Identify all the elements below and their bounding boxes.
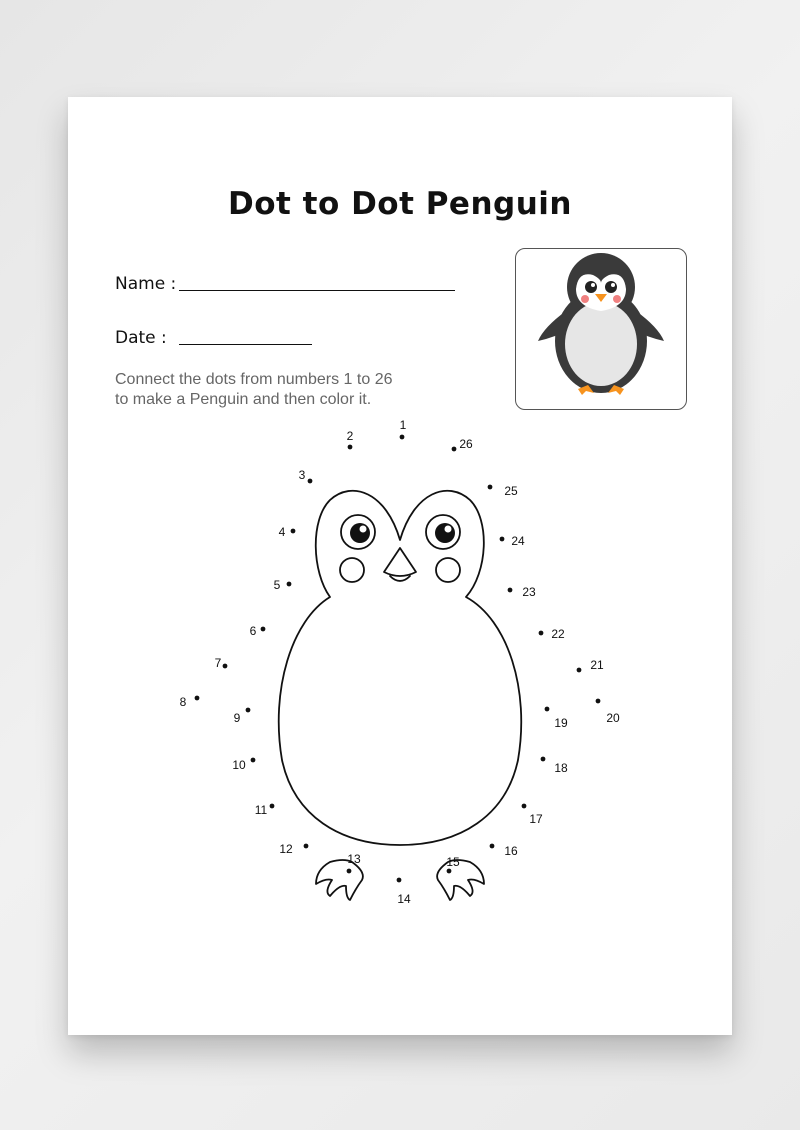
dot-label-19: 19 xyxy=(554,716,568,731)
numbered-dots xyxy=(180,418,620,906)
dot-label-10: 10 xyxy=(232,758,246,773)
dot-label-7: 7 xyxy=(214,656,222,671)
page-title: Dot to Dot Penguin xyxy=(228,186,572,222)
dot-9 xyxy=(246,708,251,713)
dot-8 xyxy=(195,696,200,701)
dot-label-6: 6 xyxy=(249,624,257,639)
dot-label-26: 26 xyxy=(459,437,473,452)
dot-15 xyxy=(447,869,452,874)
dot-label-22: 22 xyxy=(551,627,565,642)
dot-17 xyxy=(522,804,527,809)
instruction-line-1: Connect the dots from numbers 1 to 26 xyxy=(115,371,393,388)
dot-5 xyxy=(287,582,292,587)
dot-23 xyxy=(508,588,513,593)
dot-4 xyxy=(291,529,296,534)
dot-label-25: 25 xyxy=(504,484,518,499)
right-foot xyxy=(437,860,484,900)
date-label: Date : xyxy=(115,328,167,348)
dot-label-12: 12 xyxy=(279,842,293,857)
dot-3 xyxy=(308,479,313,484)
dot-1 xyxy=(400,435,405,440)
dot-label-24: 24 xyxy=(511,534,525,549)
dot-26 xyxy=(452,447,457,452)
dot-label-14: 14 xyxy=(397,892,411,907)
penguin-outline xyxy=(279,491,522,845)
dot-13 xyxy=(347,869,352,874)
dot-label-8: 8 xyxy=(179,695,187,710)
dot-label-3: 3 xyxy=(298,468,306,483)
dot-16 xyxy=(490,844,495,849)
dot-18 xyxy=(541,757,546,762)
dot-label-21: 21 xyxy=(590,658,604,673)
dot-label-18: 18 xyxy=(554,761,568,776)
dot-7 xyxy=(223,664,228,669)
dot-12 xyxy=(304,844,309,849)
dot-6 xyxy=(261,627,266,632)
dot-14 xyxy=(397,878,402,883)
dot-10 xyxy=(251,758,256,763)
dot-19 xyxy=(545,707,550,712)
dot-25 xyxy=(488,485,493,490)
dot-21 xyxy=(577,668,582,673)
dot-label-2: 2 xyxy=(346,429,354,444)
name-label: Name : xyxy=(115,274,177,294)
dot-label-15: 15 xyxy=(446,855,460,870)
instruction-line-2: to make a Penguin and then color it. xyxy=(115,391,372,408)
dot-11 xyxy=(270,804,275,809)
dot-2 xyxy=(348,445,353,450)
dot-label-5: 5 xyxy=(273,578,281,593)
dot-label-1: 1 xyxy=(399,418,407,433)
dot-22 xyxy=(539,631,544,636)
dot-label-4: 4 xyxy=(278,525,286,540)
dot-label-9: 9 xyxy=(233,711,241,726)
dot-label-11: 11 xyxy=(254,803,268,818)
dot-label-20: 20 xyxy=(606,711,620,726)
dot-20 xyxy=(596,699,601,704)
dot-label-23: 23 xyxy=(522,585,536,600)
dot-24 xyxy=(500,537,505,542)
dot-label-13: 13 xyxy=(347,852,361,867)
dot-label-17: 17 xyxy=(529,812,543,827)
dot-label-16: 16 xyxy=(504,844,518,859)
